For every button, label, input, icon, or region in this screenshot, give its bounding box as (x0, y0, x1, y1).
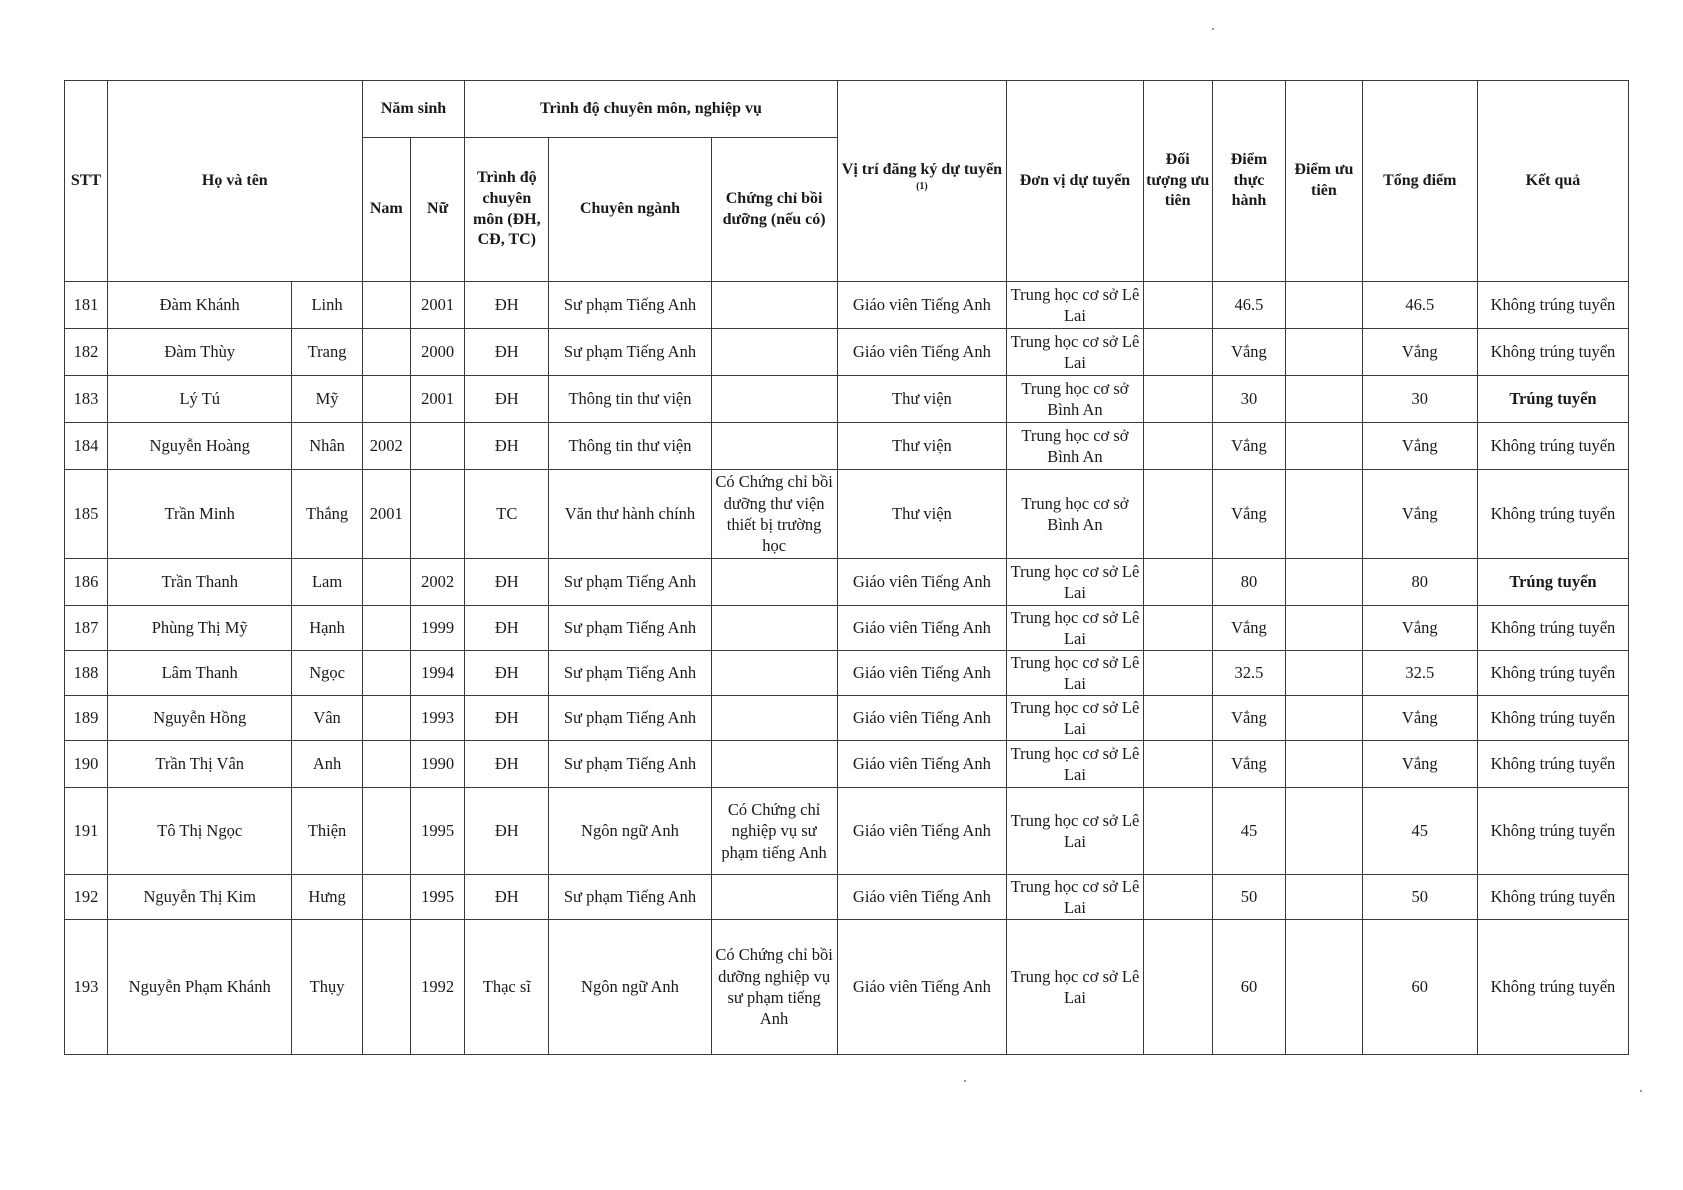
row-ho: Nguyễn Thị Kim (107, 875, 291, 920)
row-ho: Nguyễn Hồng (107, 696, 291, 741)
row-doi-tuong (1143, 741, 1212, 788)
header-vi-tri-note: (1) (916, 181, 928, 193)
row-chuyen-nganh: Sư phạm Tiếng Anh (549, 696, 711, 741)
row-ket-qua: Không trúng tuyển (1477, 651, 1628, 696)
row-diem-thuc-hanh: Vắng (1212, 696, 1285, 741)
row-diem-thuc-hanh: Vắng (1212, 470, 1285, 559)
row-stt: 185 (65, 470, 108, 559)
row-tong-diem: 30 (1362, 376, 1477, 423)
row-trinh-do: ĐH (465, 651, 549, 696)
header-tong-diem: Tổng điểm (1362, 81, 1477, 282)
row-tong-diem: 50 (1362, 875, 1477, 920)
row-ho: Trần Minh (107, 470, 291, 559)
row-don-vi: Trung học cơ sở Lê Lai (1007, 606, 1143, 651)
row-trinh-do: ĐH (465, 788, 549, 875)
row-diem-uu-tien (1286, 282, 1363, 329)
row-ket-qua: Không trúng tuyển (1477, 423, 1628, 470)
row-don-vi: Trung học cơ sở Lê Lai (1007, 651, 1143, 696)
row-nam (362, 920, 410, 1055)
row-ten: Linh (292, 282, 362, 329)
row-chung-chi: Có Chứng chỉ bồi dưỡng thư viện thiết bị trường học (711, 470, 837, 559)
header-row-1 (65, 81, 1629, 138)
row-tong-diem: Vắng (1362, 470, 1477, 559)
row-ket-qua: Không trúng tuyển (1477, 741, 1628, 788)
row-chung-chi (711, 606, 837, 651)
table-row (65, 651, 1629, 696)
row-tong-diem: Vắng (1362, 741, 1477, 788)
row-doi-tuong (1143, 559, 1212, 606)
row-ten: Trang (292, 329, 362, 376)
row-don-vi: Trung học cơ sở Lê Lai (1007, 788, 1143, 875)
row-doi-tuong (1143, 423, 1212, 470)
row-chuyen-nganh: Thông tin thư viện (549, 423, 711, 470)
row-stt: 188 (65, 651, 108, 696)
header-doi-tuong: Đối tượng ưu tiên (1143, 81, 1212, 282)
row-chung-chi (711, 282, 837, 329)
row-chung-chi (711, 329, 837, 376)
row-don-vi: Trung học cơ sở Lê Lai (1007, 920, 1143, 1055)
row-stt: 182 (65, 329, 108, 376)
row-diem-uu-tien (1286, 423, 1363, 470)
row-chuyen-nganh: Sư phạm Tiếng Anh (549, 559, 711, 606)
table-row (65, 329, 1629, 376)
row-nu (410, 470, 465, 559)
row-chuyen-nganh: Sư phạm Tiếng Anh (549, 875, 711, 920)
row-chung-chi (711, 423, 837, 470)
row-nu: 1994 (410, 651, 465, 696)
row-doi-tuong (1143, 875, 1212, 920)
row-diem-uu-tien (1286, 470, 1363, 559)
row-vi-tri: Giáo viên Tiếng Anh (837, 696, 1007, 741)
row-stt: 183 (65, 376, 108, 423)
row-tong-diem: 46.5 (1362, 282, 1477, 329)
row-vi-tri: Giáo viên Tiếng Anh (837, 788, 1007, 875)
row-vi-tri: Giáo viên Tiếng Anh (837, 282, 1007, 329)
row-stt: 186 (65, 559, 108, 606)
row-stt: 193 (65, 920, 108, 1055)
row-doi-tuong (1143, 329, 1212, 376)
scan-speck (1640, 1090, 1642, 1092)
row-trinh-do: ĐH (465, 741, 549, 788)
row-ten: Ngọc (292, 651, 362, 696)
row-trinh-do: ĐH (465, 696, 549, 741)
row-trinh-do: ĐH (465, 606, 549, 651)
header-trinh-do-chuyen-mon: Trình độ chuyên môn (ĐH, CĐ, TC) (465, 138, 549, 282)
row-doi-tuong (1143, 376, 1212, 423)
row-doi-tuong (1143, 606, 1212, 651)
row-ten: Hạnh (292, 606, 362, 651)
header-stt: STT (65, 81, 108, 282)
row-diem-thuc-hanh: 45 (1212, 788, 1285, 875)
row-ten: Mỹ (292, 376, 362, 423)
row-nu: 1992 (410, 920, 465, 1055)
table-row (65, 606, 1629, 651)
row-stt: 192 (65, 875, 108, 920)
header-nam-sinh: Năm sinh (362, 81, 465, 138)
row-doi-tuong (1143, 651, 1212, 696)
table-row (65, 741, 1629, 788)
row-don-vi: Trung học cơ sở Lê Lai (1007, 329, 1143, 376)
row-diem-uu-tien (1286, 376, 1363, 423)
row-tong-diem: 80 (1362, 559, 1477, 606)
header-nam: Nam (362, 138, 410, 282)
row-tong-diem: 60 (1362, 920, 1477, 1055)
row-tong-diem: Vắng (1362, 696, 1477, 741)
row-nu: 2002 (410, 559, 465, 606)
row-vi-tri: Thư viện (837, 423, 1007, 470)
table-row (65, 470, 1629, 559)
row-trinh-do: ĐH (465, 282, 549, 329)
row-chuyen-nganh: Sư phạm Tiếng Anh (549, 651, 711, 696)
header-chung-chi: Chứng chỉ bồi dưỡng (nếu có) (711, 138, 837, 282)
row-don-vi: Trung học cơ sở Lê Lai (1007, 696, 1143, 741)
row-vi-tri: Giáo viên Tiếng Anh (837, 651, 1007, 696)
row-chuyen-nganh: Ngôn ngữ Anh (549, 920, 711, 1055)
row-nam (362, 282, 410, 329)
row-diem-uu-tien (1286, 920, 1363, 1055)
row-ho: Lâm Thanh (107, 651, 291, 696)
row-vi-tri: Giáo viên Tiếng Anh (837, 741, 1007, 788)
row-trinh-do: ĐH (465, 559, 549, 606)
results-table (64, 80, 1629, 1055)
results-sheet (64, 80, 1629, 1055)
row-chuyen-nganh: Sư phạm Tiếng Anh (549, 741, 711, 788)
row-trinh-do: ĐH (465, 376, 549, 423)
row-chung-chi (711, 376, 837, 423)
row-trinh-do: ĐH (465, 329, 549, 376)
row-ket-qua: Không trúng tuyển (1477, 282, 1628, 329)
row-don-vi: Trung học cơ sở Bình An (1007, 376, 1143, 423)
row-chuyen-nganh: Sư phạm Tiếng Anh (549, 282, 711, 329)
row-vi-tri: Giáo viên Tiếng Anh (837, 559, 1007, 606)
row-nam (362, 741, 410, 788)
row-diem-uu-tien (1286, 329, 1363, 376)
row-stt: 187 (65, 606, 108, 651)
row-vi-tri: Thư viện (837, 470, 1007, 559)
scan-speck (964, 1080, 966, 1082)
row-chuyen-nganh: Văn thư hành chính (549, 470, 711, 559)
row-ten: Hưng (292, 875, 362, 920)
row-diem-thuc-hanh: 32.5 (1212, 651, 1285, 696)
row-chung-chi (711, 651, 837, 696)
row-nam (362, 788, 410, 875)
header-don-vi: Đơn vị dự tuyển (1007, 81, 1143, 282)
row-tong-diem: Vắng (1362, 606, 1477, 651)
row-ket-qua: Không trúng tuyển (1477, 875, 1628, 920)
row-nam (362, 875, 410, 920)
row-diem-thuc-hanh: 60 (1212, 920, 1285, 1055)
table-row (65, 920, 1629, 1055)
table-row (65, 788, 1629, 875)
row-ket-qua: Trúng tuyển (1477, 559, 1628, 606)
row-nu: 1995 (410, 875, 465, 920)
row-don-vi: Trung học cơ sở Lê Lai (1007, 282, 1143, 329)
table-row (65, 875, 1629, 920)
row-ket-qua: Không trúng tuyển (1477, 329, 1628, 376)
row-diem-thuc-hanh: 30 (1212, 376, 1285, 423)
row-nam: 2001 (362, 470, 410, 559)
row-stt: 184 (65, 423, 108, 470)
row-nam: 2002 (362, 423, 410, 470)
row-diem-uu-tien (1286, 875, 1363, 920)
row-ten: Nhân (292, 423, 362, 470)
table-row (65, 559, 1629, 606)
row-diem-thuc-hanh: Vắng (1212, 606, 1285, 651)
row-don-vi: Trung học cơ sở Lê Lai (1007, 875, 1143, 920)
row-ten: Anh (292, 741, 362, 788)
row-ho: Đàm Khánh (107, 282, 291, 329)
row-stt: 191 (65, 788, 108, 875)
row-tong-diem: Vắng (1362, 423, 1477, 470)
row-nu: 1990 (410, 741, 465, 788)
row-diem-thuc-hanh: Vắng (1212, 741, 1285, 788)
row-trinh-do: ĐH (465, 423, 549, 470)
header-vi-tri-text: Vị trí đăng ký dự tuyển (841, 160, 1003, 178)
row-ten: Thiện (292, 788, 362, 875)
row-doi-tuong (1143, 696, 1212, 741)
row-diem-uu-tien (1286, 606, 1363, 651)
row-nam (362, 651, 410, 696)
header-chuyen-nganh: Chuyên ngành (549, 138, 711, 282)
header-vi-tri (837, 81, 1007, 282)
header-ho-va-ten: Họ và tên (107, 81, 362, 282)
row-ho: Đàm Thùy (107, 329, 291, 376)
row-chuyen-nganh: Ngôn ngữ Anh (549, 788, 711, 875)
row-stt: 190 (65, 741, 108, 788)
row-ten: Vân (292, 696, 362, 741)
header-nu: Nữ (410, 138, 465, 282)
table-row (65, 696, 1629, 741)
row-ket-qua: Không trúng tuyển (1477, 606, 1628, 651)
row-vi-tri: Giáo viên Tiếng Anh (837, 329, 1007, 376)
row-chung-chi (711, 559, 837, 606)
row-vi-tri: Giáo viên Tiếng Anh (837, 606, 1007, 651)
row-nam (362, 376, 410, 423)
row-doi-tuong (1143, 470, 1212, 559)
row-diem-thuc-hanh: 80 (1212, 559, 1285, 606)
row-doi-tuong (1143, 920, 1212, 1055)
row-stt: 189 (65, 696, 108, 741)
row-nu: 2001 (410, 282, 465, 329)
row-chuyen-nganh: Sư phạm Tiếng Anh (549, 329, 711, 376)
row-ten: Thụy (292, 920, 362, 1055)
row-stt: 181 (65, 282, 108, 329)
table-row (65, 282, 1629, 329)
row-nam (362, 329, 410, 376)
row-chung-chi: Có Chứng chỉ nghiệp vụ sư phạm tiếng Anh (711, 788, 837, 875)
row-doi-tuong (1143, 788, 1212, 875)
row-ho: Tô Thị Ngọc (107, 788, 291, 875)
row-don-vi: Trung học cơ sở Lê Lai (1007, 559, 1143, 606)
row-chuyen-nganh: Thông tin thư viện (549, 376, 711, 423)
row-ket-qua: Không trúng tuyển (1477, 696, 1628, 741)
row-chung-chi (711, 875, 837, 920)
results-body (65, 282, 1629, 1055)
row-ten: Lam (292, 559, 362, 606)
row-chuyen-nganh: Sư phạm Tiếng Anh (549, 606, 711, 651)
row-vi-tri: Giáo viên Tiếng Anh (837, 920, 1007, 1055)
row-chung-chi: Có Chứng chỉ bồi dưỡng nghiệp vụ sư phạm tiếng Anh (711, 920, 837, 1055)
row-diem-uu-tien (1286, 559, 1363, 606)
row-tong-diem: 45 (1362, 788, 1477, 875)
row-ket-qua: Không trúng tuyển (1477, 788, 1628, 875)
row-trinh-do: Thạc sĩ (465, 920, 549, 1055)
row-ho: Lý Tú (107, 376, 291, 423)
row-vi-tri: Giáo viên Tiếng Anh (837, 875, 1007, 920)
row-chung-chi (711, 741, 837, 788)
row-trinh-do: TC (465, 470, 549, 559)
row-tong-diem: 32.5 (1362, 651, 1477, 696)
row-diem-thuc-hanh: 50 (1212, 875, 1285, 920)
row-diem-thuc-hanh: Vắng (1212, 423, 1285, 470)
row-nu: 1993 (410, 696, 465, 741)
table-row (65, 376, 1629, 423)
row-vi-tri: Thư viện (837, 376, 1007, 423)
header-diem-thuc-hanh: Điểm thực hành (1212, 81, 1285, 282)
row-nu: 2000 (410, 329, 465, 376)
row-ho: Nguyễn Phạm Khánh (107, 920, 291, 1055)
table-row (65, 423, 1629, 470)
row-ten: Thắng (292, 470, 362, 559)
row-diem-uu-tien (1286, 788, 1363, 875)
row-nam (362, 559, 410, 606)
row-nu (410, 423, 465, 470)
row-ket-qua: Không trúng tuyển (1477, 470, 1628, 559)
row-ket-qua: Trúng tuyển (1477, 376, 1628, 423)
row-nu: 1995 (410, 788, 465, 875)
row-ho: Trần Thị Vân (107, 741, 291, 788)
row-diem-thuc-hanh: 46.5 (1212, 282, 1285, 329)
row-tong-diem: Vắng (1362, 329, 1477, 376)
row-ho: Trần Thanh (107, 559, 291, 606)
row-trinh-do: ĐH (465, 875, 549, 920)
header-diem-uu-tien: Điểm ưu tiên (1286, 81, 1363, 282)
row-ho: Nguyễn Hoàng (107, 423, 291, 470)
row-don-vi: Trung học cơ sở Lê Lai (1007, 741, 1143, 788)
row-don-vi: Trung học cơ sở Bình An (1007, 423, 1143, 470)
row-nu: 2001 (410, 376, 465, 423)
row-nam (362, 606, 410, 651)
header-ket-qua: Kết quả (1477, 81, 1628, 282)
row-doi-tuong (1143, 282, 1212, 329)
row-ket-qua: Không trúng tuyển (1477, 920, 1628, 1055)
header-trinh-do-group: Trình độ chuyên môn, nghiệp vụ (465, 81, 837, 138)
row-diem-thuc-hanh: Vắng (1212, 329, 1285, 376)
row-don-vi: Trung học cơ sở Bình An (1007, 470, 1143, 559)
scan-speck (1212, 28, 1214, 30)
row-diem-uu-tien (1286, 741, 1363, 788)
row-diem-uu-tien (1286, 651, 1363, 696)
row-diem-uu-tien (1286, 696, 1363, 741)
row-nu: 1999 (410, 606, 465, 651)
row-ho: Phùng Thị Mỹ (107, 606, 291, 651)
row-nam (362, 696, 410, 741)
row-chung-chi (711, 696, 837, 741)
